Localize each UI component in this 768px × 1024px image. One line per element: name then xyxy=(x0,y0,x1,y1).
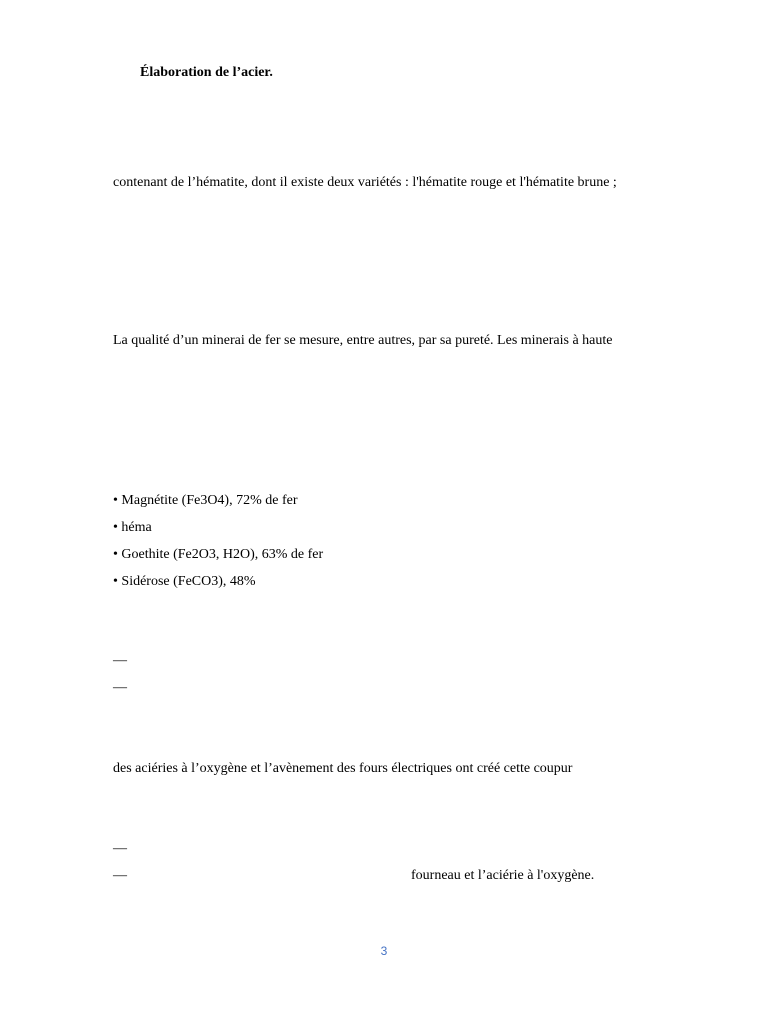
paragraph-hematite: contenant de l’hématite, dont il existe deux variétés : l'hématite rouge et l'hématite brune ; xyxy=(113,175,617,190)
list-item-goethite: • Goethite (Fe2O3, H2O), 63% de fer xyxy=(113,547,324,562)
list-item-siderose: • Sidérose (FeCO3), 48% xyxy=(113,574,256,589)
dash-line-3: — xyxy=(113,841,127,856)
paragraph-quality: La qualité d’un minerai de fer se mesure, entre autres, par sa pureté. Les minerais à haute xyxy=(113,333,613,348)
list-item-hematite: • héma xyxy=(113,520,152,535)
final-fragment: fourneau et l’aciérie à l'oxygène. xyxy=(411,868,595,883)
list-item-magnetite: • Magnétite (Fe3O4), 72% de fer xyxy=(113,493,298,508)
dash-line-2: — xyxy=(113,680,127,695)
paragraph-steel: des aciéries à l’oxygène et l’avènement des fours électriques ont créé cette coupur xyxy=(113,761,573,776)
document-title: Élaboration de l’acier. xyxy=(140,65,273,80)
dash-line-4: — xyxy=(113,868,127,883)
dash-line-1: — xyxy=(113,653,127,668)
page-number: 3 xyxy=(380,944,388,958)
